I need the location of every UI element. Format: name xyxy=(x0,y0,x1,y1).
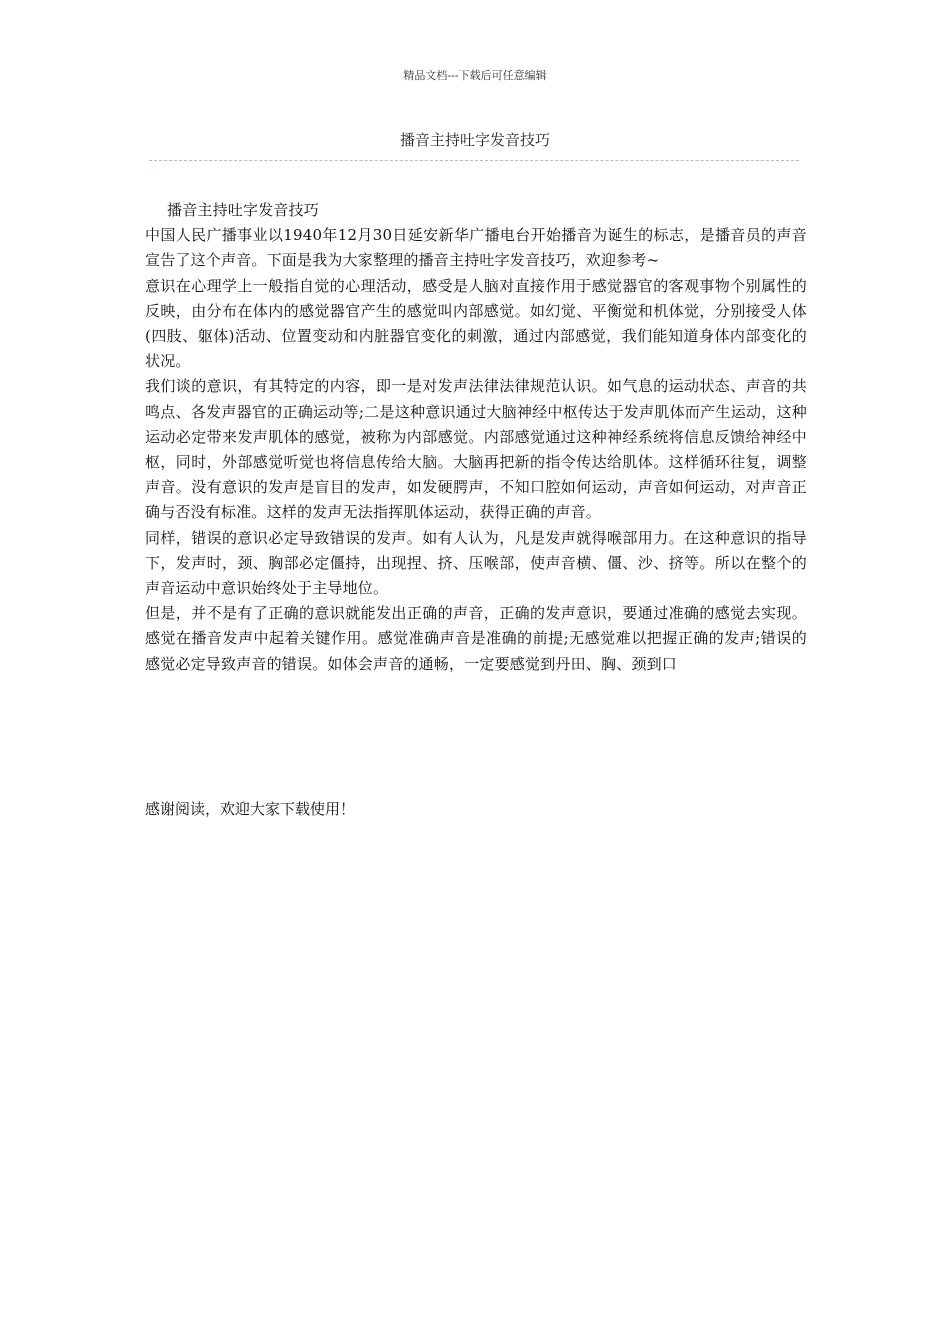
body-paragraph: 同样，错误的意识必定导致错误的发声。如有人认为，凡是发声就得喉部用力。在这种意识的指导下，发声时，颈、胸部必定僵持，出现捏、挤、压喉部，使声音横、僵、沙、挤等。所以在整个的声音运动中意识始终处于主导地位。 xyxy=(145,528,807,598)
body-paragraph: 我们谈的意识，有其特定的内容，即一是对发声法律法律规范认识。如气息的运动状态、声音的共鸣点、各发声器官的正确运动等;二是这种意识通过大脑神经中枢传达于发声肌体而产生运动，这种运动必定带来发声肌体的感觉，被称为内部感觉。内部感觉通过这种神经系统将信息反馈给神经中枢，同时，外部感觉听觉也将信息传给大脑。大脑再把新的指令传达给肌体。这样循环往复，调整声音。没有意识的发声是盲目的发声，如发硬腭声，不知口腔如何运动，声音如何运动，对声音正确与否没有标准。这样的发声无法指挥肌体运动，获得正确的声音。 xyxy=(145,377,807,522)
document-title: 播音主持吐字发音技巧 xyxy=(399,131,550,149)
body-subtitle: 播音主持吐字发音技巧 xyxy=(167,201,320,219)
header-note: 精品文档---下载后可任意编辑 xyxy=(403,69,547,82)
title-divider xyxy=(149,160,799,161)
document-body xyxy=(145,198,807,677)
closing-note: 感谢阅读，欢迎大家下载使用！ xyxy=(145,800,356,818)
body-paragraph: 但是，并不是有了正确的意识就能发出正确的声音，正确的发声意识，要通过准确的感觉去实现。感觉在播音发声中起着关键作用。感觉准确声音是准确的前提;无感觉难以把握正确的发声;错误的感觉必定导致声音的错误。如体会声音的通畅，一定要感觉到丹田、胸、颈到口 xyxy=(145,604,807,673)
body-paragraph: 意识在心理学上一般指自觉的心理活动，感受是人脑对直接作用于感觉器官的客观事物个别属性的反映，由分布在体内的感觉器官产生的感觉叫内部感觉。如幻觉、平衡觉和机体觉，分别接受人体(四肢、躯体)活动、位置变动和内脏器官变化的刺激，通过内部感觉，我们能知道身体内部变化的状况。 xyxy=(145,276,807,371)
body-paragraph: 中国人民广播事业以1940年12月30日延安新华广播电台开始播音为诞生的标志，是播音员的声音宣告了这个声音。下面是我为大家整理的播音主持吐字发音技巧，欢迎参考~ xyxy=(145,226,807,270)
